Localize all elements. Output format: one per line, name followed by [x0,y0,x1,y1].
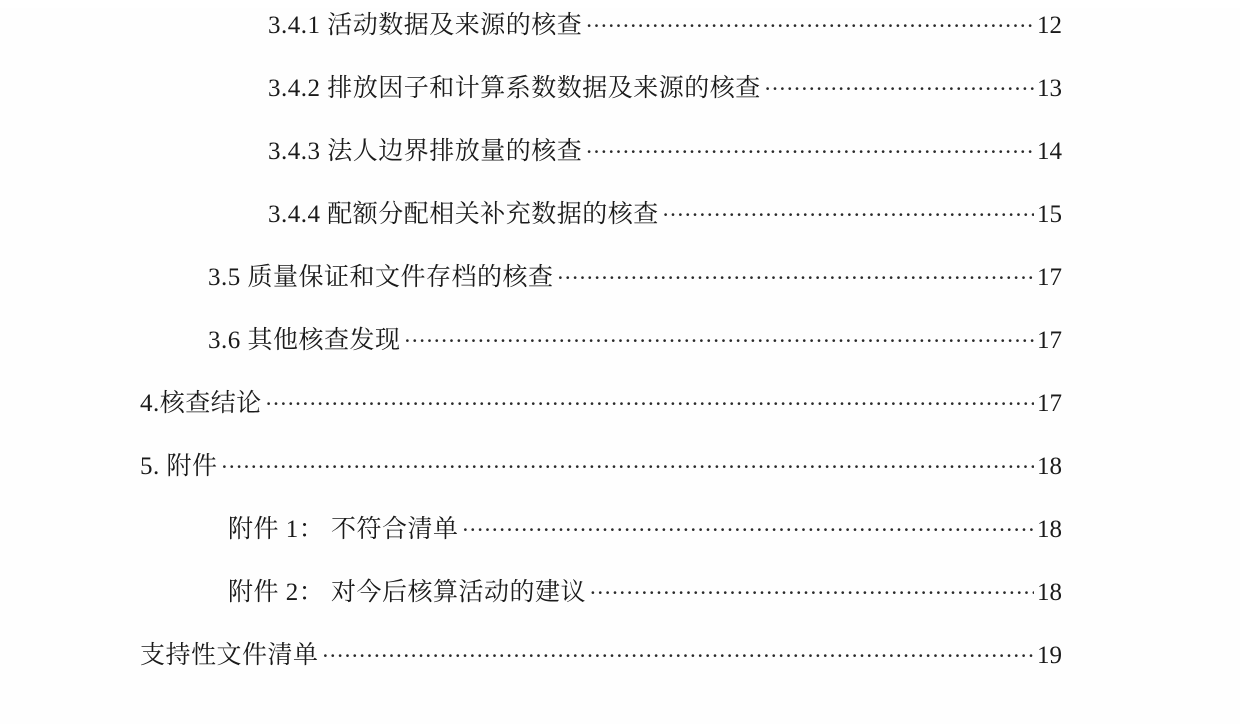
toc-leader-dots [590,575,1034,600]
toc-entry-page: 13 [1037,75,1062,102]
toc-entry-title: 5. 附件 [140,453,218,480]
toc-entry[interactable] [0,449,1240,479]
toc-leader-dots [765,71,1034,96]
table-of-contents [0,8,1240,668]
toc-entry-page: 14 [1037,138,1062,165]
toc-entry[interactable] [0,575,1240,605]
toc-leader-dots [463,512,1034,537]
toc-entry-page: 15 [1037,201,1062,228]
toc-entry-page: 19 [1037,642,1062,669]
toc-entry-title: 3.4.4 配额分配相关补充数据的核查 [268,201,659,228]
toc-entry-page: 18 [1037,516,1062,543]
toc-entry-title: 附件 1： 不符合清单 [228,516,459,543]
toc-leader-dots [663,197,1034,222]
toc-entry[interactable] [0,638,1240,668]
toc-entry-page: 12 [1037,12,1062,39]
toc-leader-dots [558,260,1034,285]
toc-entry-title: 3.5 质量保证和文件存档的核查 [208,264,554,291]
toc-entry-title: 附件 2： 对今后核算活动的建议 [228,579,587,606]
toc-entry-page: 17 [1037,390,1062,417]
toc-leader-dots [323,638,1034,663]
toc-entry-title: 4.核查结论 [140,390,262,417]
toc-entry[interactable] [0,71,1240,101]
toc-entry-page: 17 [1037,327,1062,354]
toc-entry[interactable] [0,512,1240,542]
toc-entry[interactable] [0,323,1240,353]
toc-entry[interactable] [0,386,1240,416]
document-page [0,8,1240,724]
toc-entry[interactable] [0,134,1240,164]
toc-leader-dots [405,323,1034,348]
toc-entry[interactable] [0,260,1240,290]
toc-entry[interactable] [0,8,1240,38]
toc-entry-title: 支持性文件清单 [140,642,319,669]
toc-entry-title: 3.4.1 活动数据及来源的核查 [268,12,583,39]
toc-entry-page: 17 [1037,264,1062,291]
toc-entry-page: 18 [1037,579,1062,606]
toc-entry-title: 3.4.3 法人边界排放量的核查 [268,138,583,165]
toc-entry-title: 3.6 其他核查发现 [208,327,401,354]
toc-leader-dots [266,386,1034,411]
toc-leader-dots [586,8,1034,33]
toc-leader-dots [222,449,1034,474]
toc-entry-title: 3.4.2 排放因子和计算系数数据及来源的核查 [268,75,761,102]
toc-leader-dots [586,134,1034,159]
toc-entry-page: 18 [1037,453,1062,480]
toc-entry[interactable] [0,197,1240,227]
